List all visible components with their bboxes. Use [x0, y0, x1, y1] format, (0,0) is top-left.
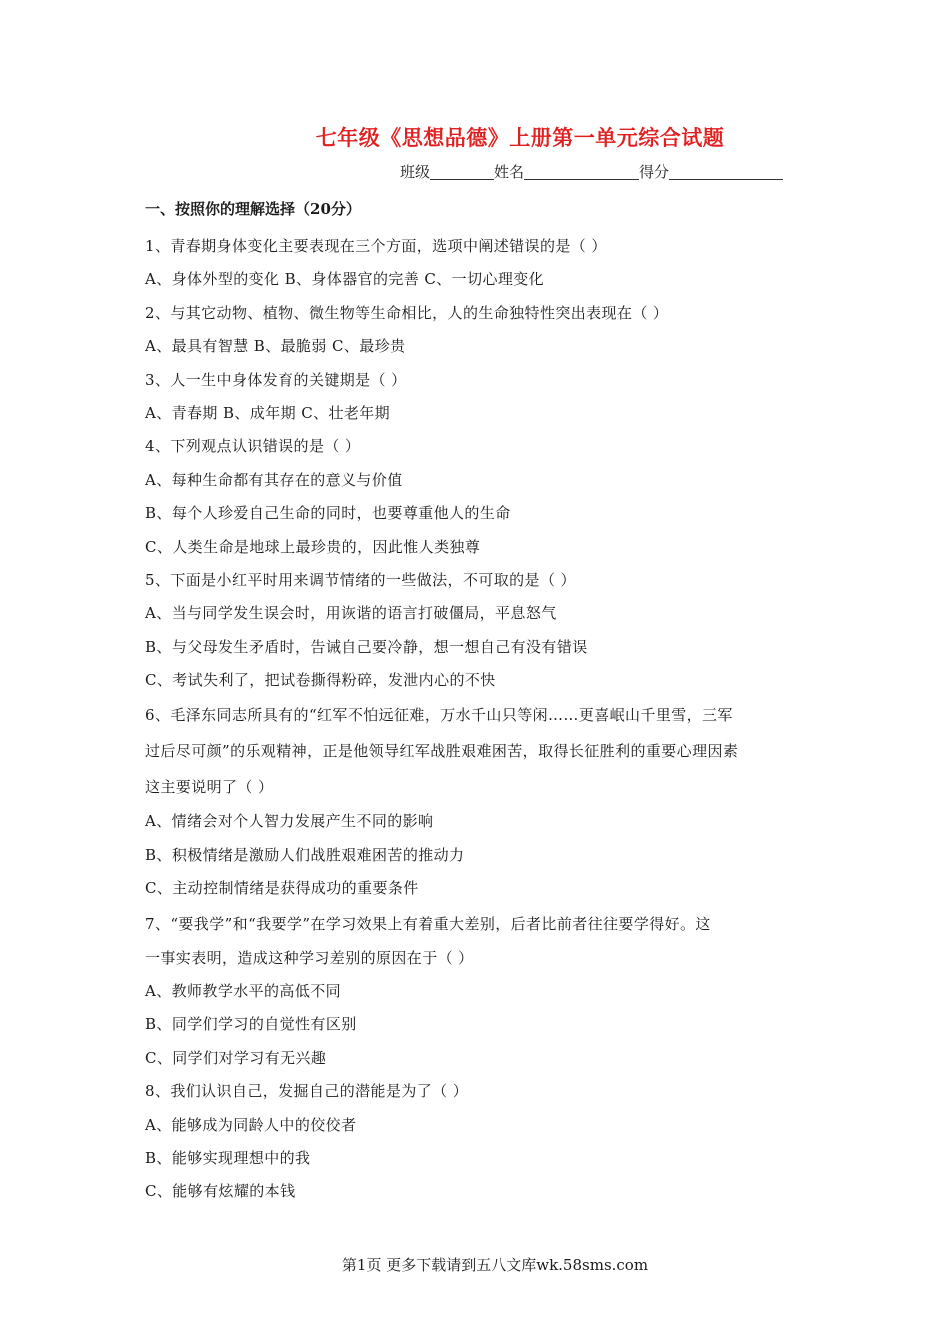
option-line: C、同学们对学习有无兴趣 [145, 1048, 327, 1067]
question-line: 8、我们认识自己，发掘自己的潜能是为了（ ） [145, 1082, 469, 1101]
question-line: 3、人一生中身体发育的关键期是（ ） [145, 370, 407, 389]
option-line: B、每个人珍爱自己生命的同时，也要尊重他人的生命 [145, 504, 511, 523]
option-line: A、情绪会对个人智力发展产生不同的影响 [145, 812, 434, 831]
question-line-continued: 一事实表明，造成这种学习差别的原因在于（ ） [145, 948, 474, 967]
question-list [145, 230, 810, 1209]
option-line: B、与父母发生矛盾时，告诫自己要冷静，想一想自己有没有错误 [145, 637, 588, 656]
question-line-continued: 这主要说明了（ ） [145, 778, 274, 797]
page-title: 七年级《思想品德》上册第一单元综合试题 [315, 125, 725, 150]
question-line: 5、下面是小红平时用来调节情绪的一些做法，不可取的是（ ） [145, 570, 576, 589]
question-line: 2、与其它动物、植物、微生物等生命相比，人的生命独特性突出表现在（ ） [145, 303, 669, 322]
option-line: C、人类生命是地球上最珍贵的，因此惟人类独尊 [145, 537, 481, 556]
student-info-row [400, 161, 783, 182]
class-label: 班级 [400, 163, 431, 181]
option-line: A、青春期 B、成年期 C、壮老年期 [145, 403, 391, 422]
question-line: 4、下列观点认识错误的是（ ） [145, 437, 361, 456]
question-line: 6、毛泽东同志所具有的“红军不怕远征难，万水千山只等闲……更喜岷山千里雪，三军 [145, 706, 733, 725]
option-line: A、教师教学水平的高低不同 [145, 982, 342, 1001]
section-heading: 一、按照你的理解选择（20分） [145, 200, 361, 218]
option-line: A、最具有智慧 B、最脆弱 C、最珍贵 [145, 337, 406, 356]
score-blank [669, 163, 783, 180]
option-line: B、积极情绪是激励人们战胜艰难困苦的推动力 [145, 845, 465, 864]
option-line: A、能够成为同龄人中的佼佼者 [145, 1115, 357, 1134]
option-line: B、同学们学习的自觉性有区别 [145, 1015, 357, 1034]
name-blank [524, 163, 639, 180]
option-line: C、考试失利了，把试卷撕得粉碎，发泄内心的不快 [145, 671, 496, 690]
score-label: 得分 [639, 163, 670, 181]
option-line: A、每种生命都有其存在的意义与价值 [145, 470, 403, 489]
page-footer: 第1页 更多下载请到五八文库wk.58sms.com [341, 1256, 649, 1274]
option-line: A、身体外型的变化 B、身体器官的完善 C、一切心理变化 [145, 270, 545, 289]
option-line: C、主动控制情绪是获得成功的重要条件 [145, 879, 419, 898]
question-line: 1、青春期身体变化主要表现在三个方面，选项中阐述错误的是（ ） [145, 237, 607, 255]
class-blank [430, 163, 494, 180]
question-line-continued: 过后尽可颜”的乐观精神，正是他领导红军战胜艰难困苦，取得长征胜利的重要心理因素 [145, 742, 739, 761]
option-line: B、能够实现理想中的我 [145, 1148, 311, 1167]
name-label: 姓名 [494, 163, 525, 181]
question-line: 7、“要我学”和“我要学”在学习效果上有着重大差别，后者比前者往往要学得好。这 [145, 914, 711, 933]
option-line: A、当与同学发生误会时，用诙谐的语言打破僵局，平息怒气 [145, 604, 557, 623]
option-line: C、能够有炫耀的本钱 [145, 1182, 296, 1201]
